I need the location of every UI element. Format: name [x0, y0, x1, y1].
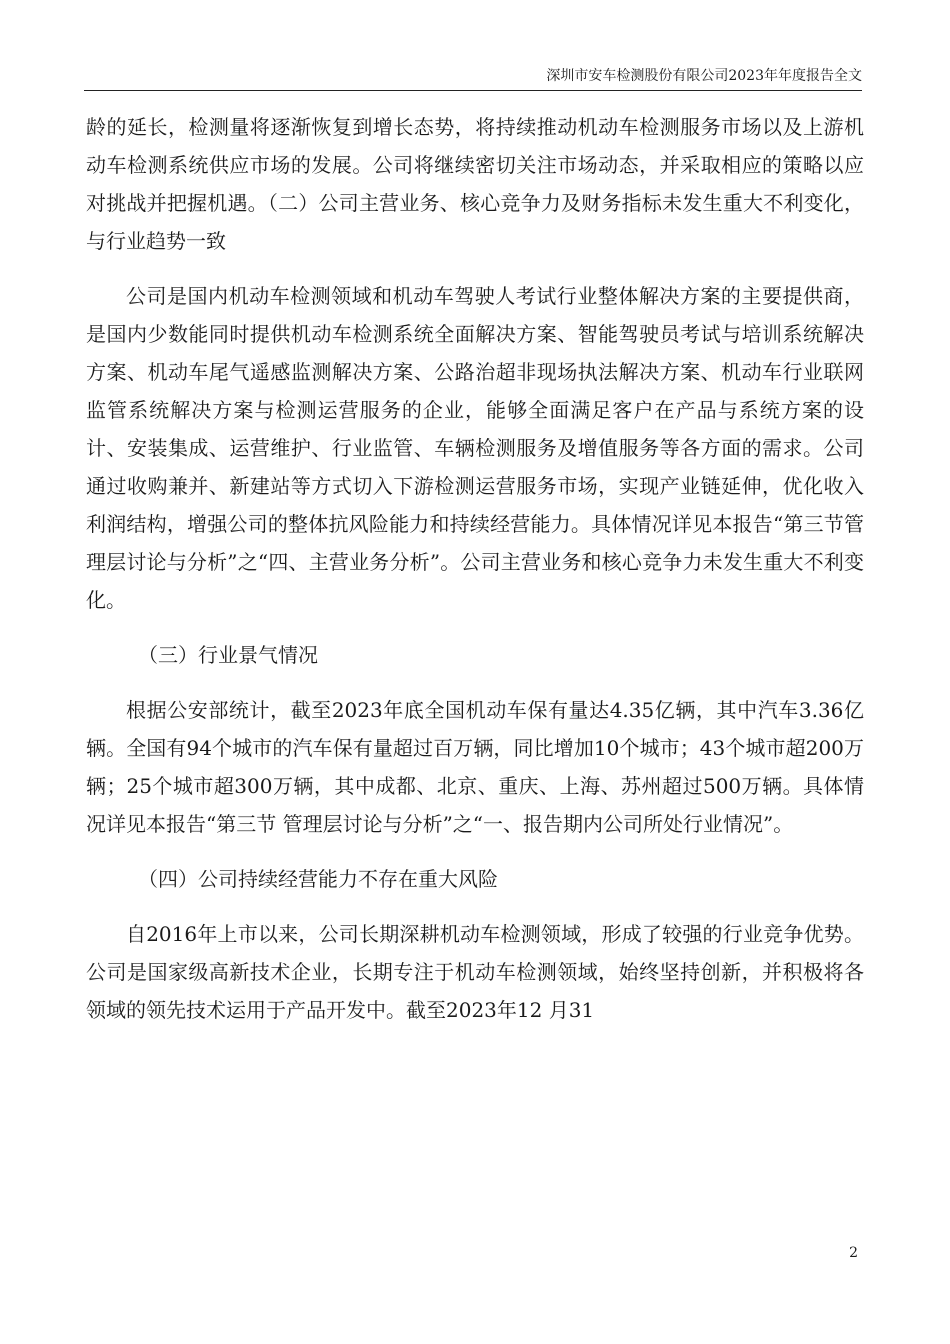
paragraph-industry-statistics: 根据公安部统计，截至2023年底全国机动车保有量达4.35亿辆，其中汽车3.36亿辆。全国有94个城市的汽车保有量超过百万辆，同比增加10个城市；43个城市超200万辆；25个城市超300万辆，其中成都、北京、重庆、上海、苏州超过500万辆。具体情况详见本报告“第三节 管理层讨论与分析”之“一、报告期内公司所处行业情况”。 — [86, 698, 864, 836]
document-body — [86, 108, 864, 1046]
section-heading-industry: （三）行业景气情况 — [138, 643, 318, 667]
page-number: 2 — [849, 1245, 858, 1261]
paragraph-going-concern: 自2016年上市以来，公司长期深耕机动车检测领域，形成了较强的行业竞争优势。公司是国家级高新技术企业，长期专注于机动车检测领域，始终坚持创新，并积极将各领域的领先技术运用于产品开发中。截至2023年12 月31 — [86, 922, 864, 1022]
page-header — [84, 66, 862, 91]
section-heading-going-concern: （四）公司持续经营能力不存在重大风险 — [138, 867, 498, 891]
report-title: 深圳市安车检测股份有限公司2023年年度报告全文 — [546, 68, 862, 84]
paragraph-main-business: 公司是国内机动车检测领域和机动车驾驶人考试行业整体解决方案的主要提供商，是国内少数能同时提供机动车检测系统全面解决方案、智能驾驶员考试与培训系统解决方案、机动车尾气遥感监测解决方案、公路治超非现场执法解决方案、机动车行业联网监管系统解决方案与检测运营服务的企业，能够全面满足客户在产品与系统方案的设计、安装集成、运营维护、行业监管、车辆检测服务及增值服务等各方面的需求。公司通过收购兼并、新建站等方式切入下游检测运营服务市场，实现产业链延伸，优化收入利润结构，增强公司的整体抗风险能力和持续经营能力。具体情况详见本报告“第三节管理层讨论与分析”之“四、主营业务分析”。公司主营业务和核心竞争力未发生重大不利变化。 — [86, 284, 864, 612]
paragraph-continuation: 龄的延长，检测量将逐渐恢复到增长态势，将持续推动机动车检测服务市场以及上游机动车检测系统供应市场的发展。公司将继续密切关注市场动态，并采取相应的策略以应对挑战并把握机遇。（二）公司主营业务、核心竞争力及财务指标未发生重大不利变化，与行业趋势一致 — [86, 115, 864, 253]
